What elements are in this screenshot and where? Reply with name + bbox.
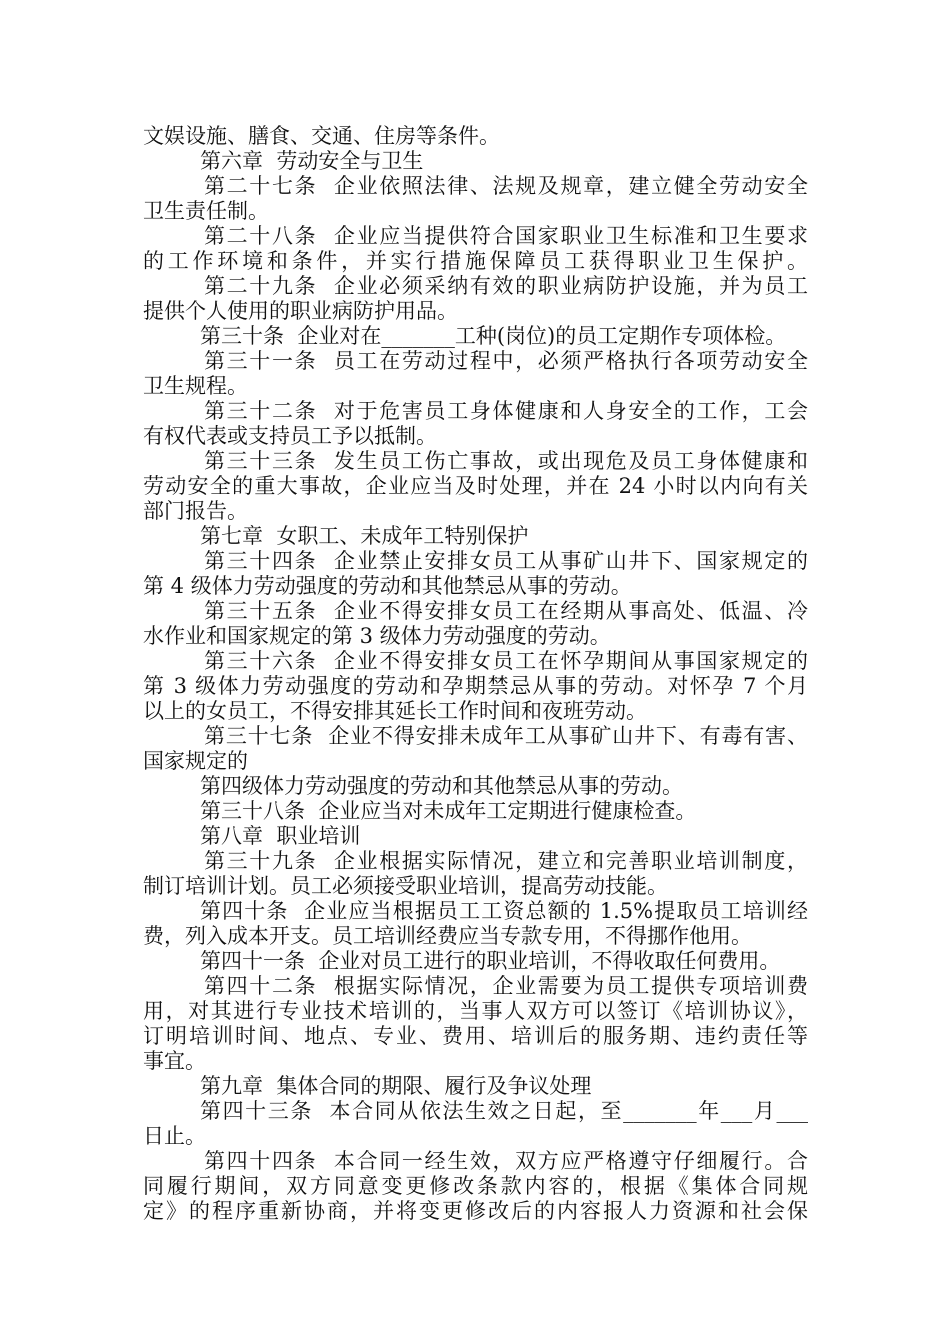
article-line: 第三十六条 企业不得安排女员工在怀孕期间从事国家规定的 [204,649,808,673]
article-line: 第三十四条 企业禁止安排女员工从事矿山井下、国家规定的 [204,549,808,573]
text-line: 水作业和国家规定的第 3 级体力劳动强度的劳动。 [143,624,611,648]
article-line: 第二十七条 企业依照法律、法规及规章，建立健全劳动安全 [204,174,808,198]
text-line: 国家规定的 [143,749,248,773]
text-line: 卫生规程。 [143,374,248,398]
text-line: 事宜。 [143,1049,206,1073]
text-line: 制订培训计划。员工必须接受职业培训，提高劳动技能。 [143,874,668,898]
text-line: 用，对其进行专业技术培训的，当事人双方可以签订《培训协议》， [143,999,808,1023]
article-line: 第三十五条 企业不得安排女员工在经期从事高处、低温、冷 [204,599,808,623]
document-body [143,124,808,1224]
article-line: 第四十一条 企业对员工进行的职业培训，不得收取任何费用。 [200,949,781,973]
text-line: 订明培训时间、地点、专业、费用、培训后的服务期、违约责任等 [143,1024,808,1048]
article-line: 第三十一条 员工在劳动过程中，必须严格执行各项劳动安全 [204,349,808,373]
text-line: 定》的程序重新协商，并将变更修改后的内容报人力资源和社会保 [143,1199,808,1223]
text-line: 有权代表或支持员工予以抵制。 [143,424,437,448]
chapter-heading: 第八章 职业培训 [200,824,361,848]
article-line: 第二十八条 企业应当提供符合国家职业卫生标准和卫生要求 [204,224,808,248]
article-line: 第二十九条 企业必须采纳有效的职业病防护设施，并为员工 [204,274,808,298]
article-line: 第三十三条 发生员工伤亡事故，或出现危及员工身体健康和 [204,449,808,473]
text-line: 部门报告。 [143,499,248,523]
chapter-heading: 第六章 劳动安全与卫生 [200,149,424,173]
article-line: 第三十七条 企业不得安排未成年工从事矿山井下、有毒有害、 [204,724,808,748]
article-line: 第三十条 企业对在_______工种(岗位)的员工定期作专项体检。 [200,324,787,348]
text-line: 以上的女员工，不得安排其延长工作时间和夜班劳动。 [143,699,647,723]
chapter-heading: 第七章 女职工、未成年工特别保护 [200,524,529,548]
article-line: 第四十三条 本合同从依法生效之日起，至_______年___月___ [200,1099,808,1123]
text-line: 劳动安全的重大事故，企业应当及时处理，并在 24 小时以内向有关 [143,474,808,498]
article-line: 第四十条 企业应当根据员工工资总额的 1.5%提取员工培训经 [200,899,808,923]
text-line: 日止。 [143,1124,206,1148]
text-line: 第 3 级体力劳动强度的劳动和孕期禁忌从事的劳动。对怀孕 7 个月 [143,674,808,698]
article-line: 第四十四条 本合同一经生效，双方应严格遵守仔细履行。合 [204,1149,808,1173]
article-line: 第四十二条 根据实际情况，企业需要为员工提供专项培训费 [204,974,808,998]
text-line: 同履行期间，双方同意变更修改条款内容的，根据《集体合同规 [143,1174,808,1198]
article-line: 第三十八条 企业应当对未成年工定期进行健康检查。 [200,799,697,823]
text-line: 第 4 级体力劳动强度的劳动和其他禁忌从事的劳动。 [143,574,632,598]
article-line: 第三十二条 对于危害员工身体健康和人身安全的工作，工会 [204,399,808,423]
chapter-heading: 第九章 集体合同的期限、履行及争议处理 [200,1074,592,1098]
text-line: 第四级体力劳动强度的劳动和其他禁忌从事的劳动。 [200,774,683,798]
article-line: 第三十九条 企业根据实际情况，建立和完善职业培训制度， [204,849,808,873]
text-line: 提供个人使用的职业病防护用品。 [143,299,458,323]
text-line: 卫生责任制。 [143,199,269,223]
text-line: 文娱设施、膳食、交通、住房等条件。 [143,124,500,148]
text-line: 的工作环境和条件，并实行措施保障员工获得职业卫生保护。 [143,249,808,273]
text-line: 费，列入成本开支。员工培训经费应当专款专用，不得挪作他用。 [143,924,752,948]
